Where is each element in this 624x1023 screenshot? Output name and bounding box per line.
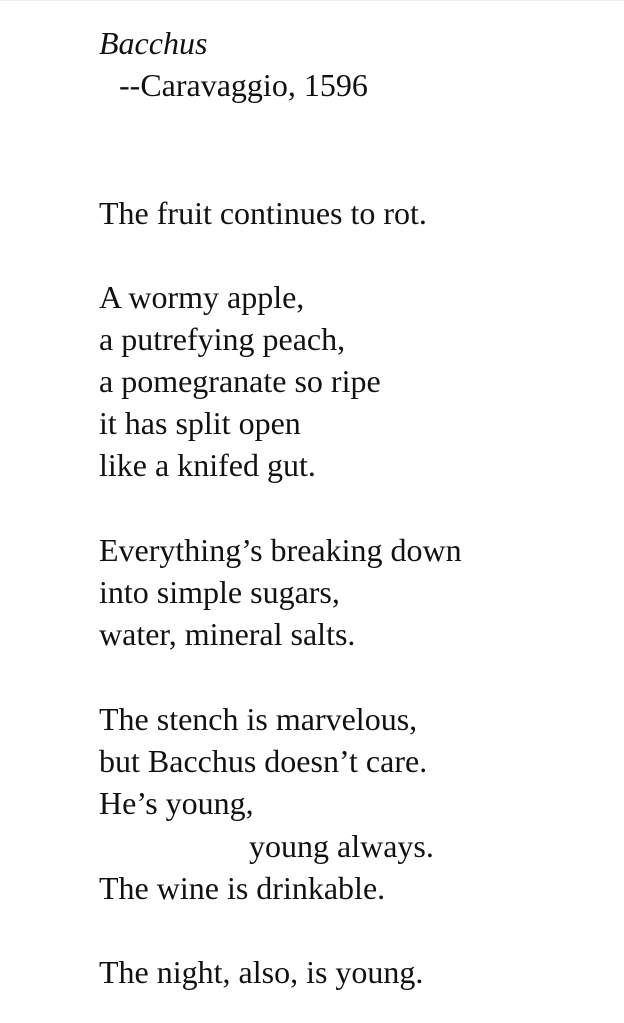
poem-attribution: --Caravaggio, 1596 bbox=[119, 67, 368, 103]
poem-line: The night, also, is young. bbox=[99, 954, 424, 990]
poem-line: into simple sugars, bbox=[99, 574, 340, 610]
poem-line: like a knifed gut. bbox=[99, 447, 316, 483]
poem-line: A wormy apple, bbox=[99, 279, 305, 315]
poem-line: Everything’s breaking down bbox=[99, 532, 462, 568]
poem-line: He’s young, bbox=[99, 785, 254, 821]
poem-line: The stench is marvelous, bbox=[99, 701, 418, 737]
poem-line: The fruit continues to rot. bbox=[99, 195, 427, 231]
poem-line-indented: young always. bbox=[249, 828, 434, 864]
poem-line: water, mineral salts. bbox=[99, 616, 356, 652]
poem-line: The wine is drinkable. bbox=[99, 870, 386, 906]
poem-line: a putrefying peach, bbox=[99, 321, 346, 357]
poem-line: a pomegranate so ripe bbox=[99, 363, 381, 399]
poem-line: it has split open bbox=[99, 405, 301, 441]
poem-line: but Bacchus doesn’t care. bbox=[99, 743, 428, 779]
poem-title: Bacchus bbox=[99, 25, 208, 61]
